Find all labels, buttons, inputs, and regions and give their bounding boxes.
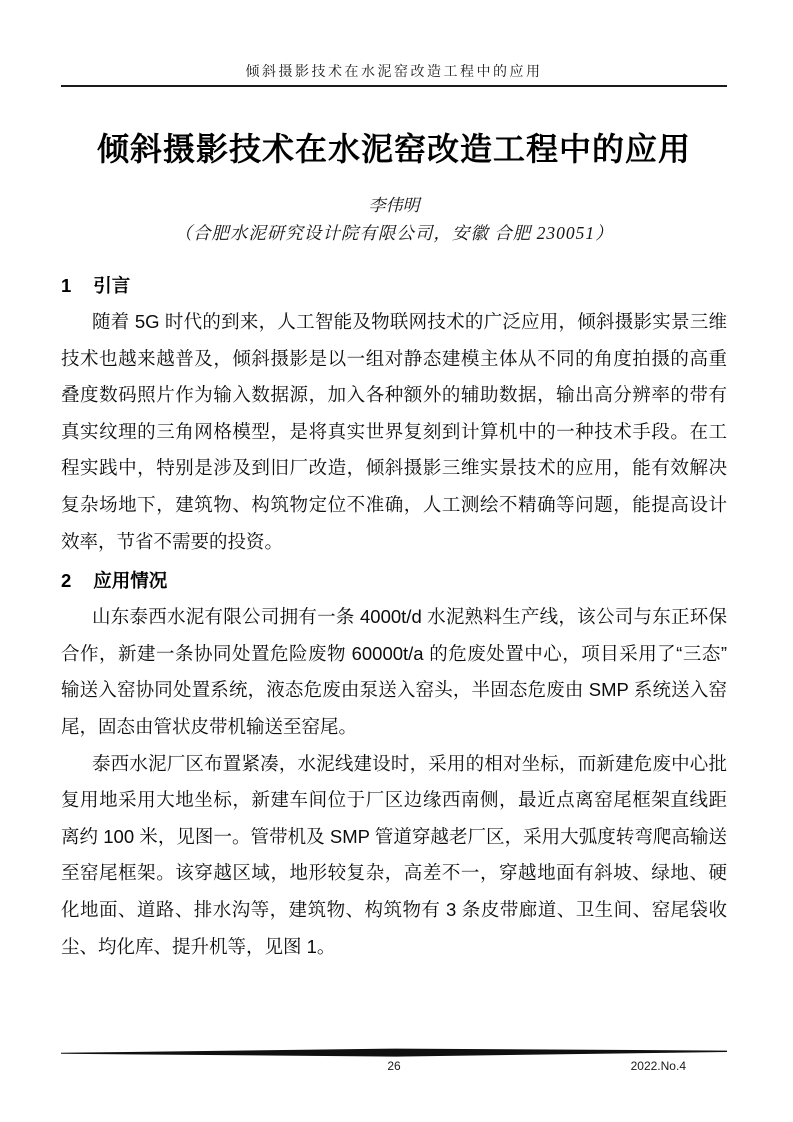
affiliation: （合肥水泥研究设计院有限公司，安徽 合肥 230051） <box>174 223 614 243</box>
section-title: 应用情况 <box>93 570 168 592</box>
paragraph-line: 至窑尾框架。该穿越区域，地形较复杂，高差不一，穿越地面有斜坡、绿地、硬 <box>61 862 727 884</box>
section-number: 2 <box>61 570 72 592</box>
section-title: 引言 <box>93 275 131 296</box>
paragraph <box>61 746 727 966</box>
page-content <box>61 0 727 965</box>
paragraph-line: 合作，新建一条协同处置危险废物 60000t/a 的危废处置中心，项目采用了“三态” <box>61 642 727 664</box>
section-heading-1 <box>61 274 727 298</box>
paragraph-line: 尘、均化库、提升机等，见图 1。 <box>61 935 336 957</box>
footer-meta <box>61 1059 727 1075</box>
paragraph <box>61 599 727 745</box>
paragraph-line: 泰西水泥厂区布置紧凑，水泥线建设时，采用的相对坐标，而新建危废中心批 <box>92 752 727 774</box>
page-footer <box>61 1048 727 1075</box>
section-number: 1 <box>61 275 72 296</box>
section-heading-2 <box>61 569 727 593</box>
page-number: 26 <box>387 1059 401 1073</box>
paragraph-line: 输送入窑协同处置系统，液态危废由泵送入窑头，半固态危废由 SMP 系统送入窑 <box>61 679 727 701</box>
paragraph-line: 叠度数码照片作为输入数据源，加入各种额外的辅助数据，输出高分辨率的带有 <box>61 384 727 406</box>
paragraph-line: 山东泰西水泥有限公司拥有一条 4000t/d 水泥熟料生产线，该公司与东正环保 <box>92 606 727 628</box>
paragraph-line: 真实纹理的三角网格模型，是将真实世界复刻到计算机中的一种技术手段。在工 <box>61 420 727 442</box>
paragraph-line: 离约 100 米，见图一。管带机及 SMP 管道穿越老厂区，采用大弧度转弯爬高输送 <box>61 825 727 847</box>
paragraph <box>61 304 727 560</box>
paragraph-line: 随着 5G 时代的到来，人工智能及物联网技术的广泛应用，倾斜摄影实景三维 <box>92 311 727 332</box>
issue-label: 2022.No.4 <box>630 1059 686 1073</box>
author-name: 李伟明 <box>368 196 420 215</box>
paragraph-line: 化地面、道路、排水沟等，建筑物、构筑物有 3 条皮带廊道、卫生间、窑尾袋收 <box>61 898 727 920</box>
paragraph-line: 尾，固态由管状皮带机输送至窑尾。 <box>61 715 358 737</box>
paragraph-line: 复用地采用大地坐标，新建车间位于厂区边缘西南侧，最近点离窑尾框架直线距 <box>61 789 727 811</box>
footer-tapered-rule <box>61 1048 727 1058</box>
paragraph-line: 效率，节省不需要的投资。 <box>61 530 284 552</box>
paragraph-line: 程实践中，特别是涉及到旧厂改造，倾斜摄影三维实景技术的应用，能有效解决 <box>61 457 727 479</box>
running-header: 倾斜摄影技术在水泥窑改造工程中的应用 <box>245 63 543 79</box>
paragraph-line: 复杂场地下，建筑物、构筑物定位不准确，人工测绘不精确等问题，能提高设计 <box>61 493 727 515</box>
article-title: 倾斜摄影技术在水泥窑改造工程中的应用 <box>96 131 691 167</box>
header-rule <box>61 85 727 87</box>
paragraph-line: 技术也越来越普及，倾斜摄影是以一组对静态建模主体从不同的角度拍摄的高重 <box>61 347 727 369</box>
